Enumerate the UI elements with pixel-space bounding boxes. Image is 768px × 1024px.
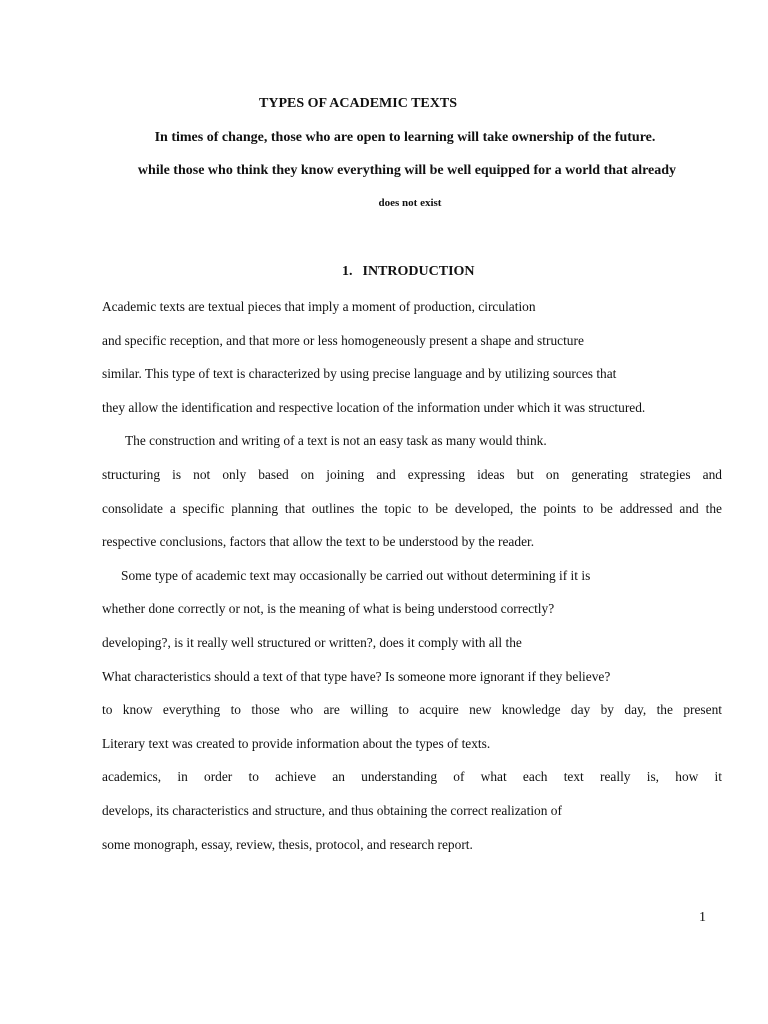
- body-line: consolidate a specific planning that outlines the topic to be developed, the points to be addressed and the: [102, 500, 722, 516]
- body-line: academics, in order to achieve an understanding of what each text really is, how it: [102, 769, 722, 785]
- body-line: Literary text was created to provide information about the types of texts.: [102, 735, 491, 751]
- body-line: they allow the identification and respective location of the information under which it was structured.: [102, 399, 646, 415]
- body-line: to know everything to those who are willing to acquire new knowledge day by day, the present: [102, 702, 722, 718]
- body-line: structuring is not only based on joining and expressing ideas but on generating strategies and: [102, 466, 722, 482]
- body-line: and specific reception, and that more or less homogeneously present a shape and structure: [102, 332, 584, 348]
- body-line: What characteristics should a text of that type have? Is someone more ignorant if they believe?: [102, 668, 611, 684]
- body-line: whether done correctly or not, is the meaning of what is being understood correctly?: [102, 601, 555, 617]
- body-line: developing?, is it really well structured or written?, does it comply with all the: [102, 634, 522, 650]
- body-line: The construction and writing of a text is not an easy task as many would think.: [125, 433, 547, 449]
- section-number: 1.: [342, 264, 353, 279]
- document-title: TYPES OF ACADEMIC TEXTS: [259, 96, 457, 111]
- body-text: [102, 290, 722, 861]
- section-title: INTRODUCTION: [362, 264, 475, 279]
- epigraph-line-2: while those who think they know everything will be well equipped for a world that already: [137, 163, 677, 178]
- body-line: Some type of academic text may occasionally be carried out without determining if it is: [121, 567, 591, 583]
- epigraph-line-1: In times of change, those who are open to learning will take ownership of the future.: [154, 130, 656, 145]
- body-line: respective conclusions, factors that allow the text to be understood by the reader.: [102, 534, 535, 550]
- section-heading: [342, 264, 475, 280]
- body-line: Academic texts are textual pieces that imply a moment of production, circulation: [102, 299, 536, 314]
- body-line: similar. This type of text is characterized by using precise language and by utilizing sources that: [102, 366, 617, 382]
- page-number: 1: [699, 910, 706, 925]
- epigraph-line-3: does not exist: [378, 197, 442, 209]
- body-line: some monograph, essay, review, thesis, protocol, and research report.: [102, 836, 473, 852]
- body-line: develops, its characteristics and structure, and thus obtaining the correct realization of: [102, 802, 562, 818]
